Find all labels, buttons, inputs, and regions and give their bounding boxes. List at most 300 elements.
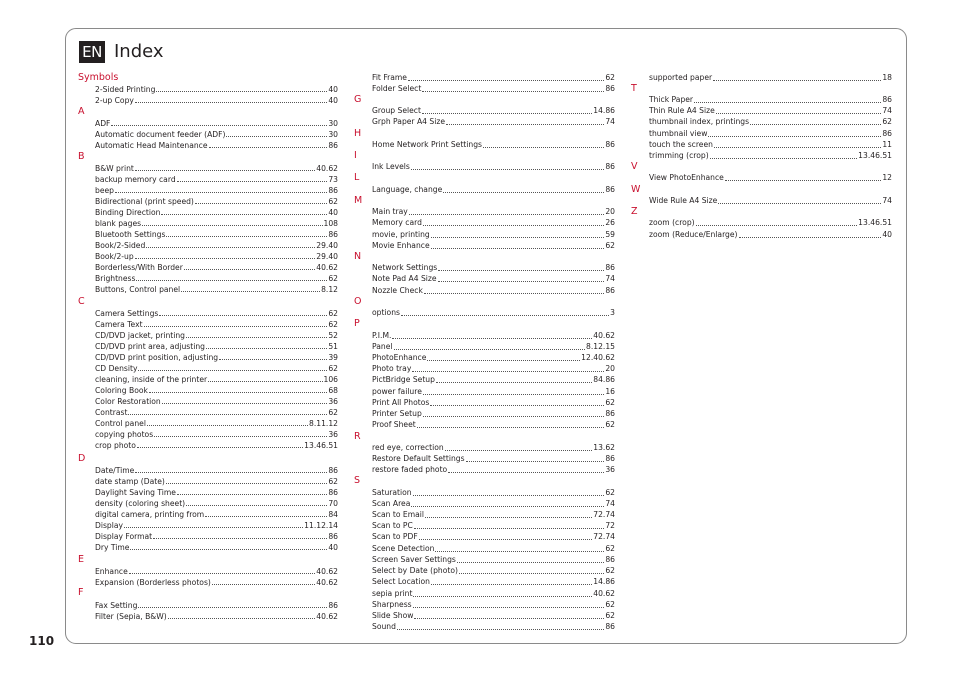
entry-term: Book/2-Sided — [95, 240, 146, 250]
index-entry — [649, 172, 892, 183]
index-entry — [649, 150, 892, 161]
entry-term: Group Select — [372, 106, 421, 115]
dot-leader — [181, 291, 320, 292]
dot-leader — [124, 527, 303, 528]
entry-pages: 40.62 — [593, 331, 615, 340]
dot-leader — [446, 124, 604, 125]
index-entry — [95, 542, 338, 553]
entry-term: Enhance — [95, 566, 128, 576]
index-entry — [95, 487, 338, 498]
index-entry — [649, 94, 892, 105]
entry-term: Bidirectional (print speed) — [95, 196, 194, 206]
entry-term: zoom (crop) — [649, 218, 695, 227]
entry-term: Expansion (Borderless photos) — [95, 577, 211, 587]
index-entry — [95, 207, 338, 218]
entry-term: zoom (Reduce/Enlarge) — [649, 230, 738, 239]
entry-pages: 29.40 — [316, 240, 338, 250]
entry-pages: 62 — [605, 420, 615, 429]
index-entry — [372, 206, 615, 217]
entry-term: CD/DVD jacket, printing — [95, 330, 186, 340]
entry-pages: 36 — [605, 465, 615, 474]
entry-pages: 86 — [605, 162, 615, 171]
dot-leader — [392, 338, 592, 339]
entry-term: Print All Photos — [372, 398, 430, 407]
index-entry — [95, 531, 338, 542]
entry-term: Sound — [372, 622, 396, 631]
entry-term: Brightness — [95, 273, 136, 283]
entry-term: copying photos — [95, 429, 154, 439]
index-entry — [372, 610, 615, 621]
entry-pages: 30 — [328, 118, 338, 128]
entry-term: Screen Saver Settings — [372, 555, 456, 564]
entry-pages: 86 — [882, 129, 892, 138]
entry-term: Fax Setting — [95, 600, 138, 610]
entry-pages: 40 — [328, 542, 338, 552]
dot-leader — [166, 236, 327, 237]
entry-pages: 86 — [328, 600, 338, 610]
section-letter: N — [354, 251, 362, 262]
entry-term: Select Location — [372, 577, 430, 586]
dot-leader — [427, 360, 580, 361]
entry-term: Filter (Sepia, B&W) — [95, 611, 167, 621]
dot-leader — [718, 203, 881, 204]
index-entry — [95, 600, 338, 611]
entry-pages: 74 — [605, 117, 615, 126]
dot-leader — [694, 102, 881, 103]
index-entry — [95, 440, 338, 451]
entry-pages: 62 — [605, 600, 615, 609]
entry-term: digital camera, printing from — [95, 509, 205, 519]
dot-leader — [135, 258, 316, 259]
entry-term: Scene Detection — [372, 544, 435, 553]
entry-term: Scan to Email — [372, 510, 424, 519]
dot-leader — [750, 124, 881, 125]
dot-leader — [206, 348, 327, 349]
dot-leader — [417, 427, 605, 428]
index-entry — [95, 407, 338, 418]
index-entry — [95, 566, 338, 577]
entry-term: thumbnail index, printings — [649, 117, 750, 126]
entry-pages: 3 — [610, 308, 615, 317]
entry-pages: 74 — [882, 106, 892, 115]
dot-leader — [186, 505, 327, 506]
section-letter: D — [78, 453, 86, 464]
index-entry — [372, 419, 615, 430]
dot-leader — [708, 136, 881, 137]
section-letter: F — [78, 587, 84, 598]
section-letter: W — [631, 184, 641, 195]
index-entry — [372, 554, 615, 565]
index-entry — [95, 374, 338, 385]
index-entry — [372, 453, 615, 464]
index-entry — [95, 330, 338, 341]
dot-leader — [156, 91, 327, 92]
entry-pages: 16 — [605, 387, 615, 396]
entry-term: beep — [95, 185, 114, 195]
entry-pages: 72.74 — [593, 532, 615, 541]
entry-term: blank pages — [95, 218, 142, 228]
index-entry — [372, 262, 615, 273]
entry-pages: 62 — [605, 73, 615, 82]
entry-term: CD Density — [95, 363, 138, 373]
index-entry — [372, 161, 615, 172]
entry-pages: 62 — [328, 308, 338, 318]
dot-leader — [408, 80, 604, 81]
entry-pages: 86 — [605, 140, 615, 149]
index-entry — [95, 185, 338, 196]
entry-pages: 62 — [882, 117, 892, 126]
dot-leader — [438, 270, 604, 271]
entry-term: Proof Sheet — [372, 420, 416, 429]
dot-leader — [161, 214, 327, 215]
entry-pages: 59 — [605, 230, 615, 239]
index-entry — [372, 576, 615, 587]
index-entry — [372, 374, 615, 385]
section-letter: H — [354, 128, 362, 139]
index-entry — [372, 509, 615, 520]
index-entry — [372, 139, 615, 150]
dot-leader — [135, 170, 315, 171]
entry-term: Scan to PC — [372, 521, 413, 530]
index-entry — [649, 72, 892, 83]
entry-pages: 70 — [328, 498, 338, 508]
entry-pages: 62 — [328, 407, 338, 417]
entry-pages: 86 — [605, 286, 615, 295]
dot-leader — [435, 551, 604, 552]
entry-term: Sharpness — [372, 600, 412, 609]
entry-term: Photo tray — [372, 364, 412, 373]
entry-term: Grph Paper A4 Size — [372, 117, 446, 126]
entry-pages: 62 — [605, 611, 615, 620]
entry-term: Borderless/With Border — [95, 262, 183, 272]
index-entry — [95, 229, 338, 240]
index-entry — [372, 116, 615, 127]
dot-leader — [714, 147, 881, 148]
entry-term: Movie Enhance — [372, 241, 430, 250]
entry-term: movie, printing — [372, 230, 430, 239]
index-entry — [95, 577, 338, 588]
entry-term: Nozzle Check — [372, 286, 423, 295]
index-entry — [372, 273, 615, 284]
entry-pages: 20 — [605, 364, 615, 373]
entry-term: B&W print — [95, 163, 134, 173]
dot-leader — [401, 315, 609, 316]
section-letter: T — [631, 83, 637, 94]
entry-term: options — [372, 308, 400, 317]
entry-pages: 36 — [328, 396, 338, 406]
index-entry — [372, 240, 615, 251]
section-letter: B — [78, 151, 85, 162]
index-entry — [95, 140, 338, 151]
entry-pages: 8.12 — [321, 284, 338, 294]
index-entry — [95, 509, 338, 520]
dot-leader — [414, 618, 604, 619]
entry-pages: 86 — [882, 95, 892, 104]
section-letter: M — [354, 195, 363, 206]
entry-term: Camera Text — [95, 319, 143, 329]
dot-leader — [149, 392, 327, 393]
dot-leader — [448, 472, 604, 473]
entry-pages: 18 — [882, 73, 892, 82]
index-entry — [95, 218, 338, 229]
entry-term: Memory card — [372, 218, 422, 227]
dot-leader — [166, 483, 327, 484]
dot-leader — [144, 326, 328, 327]
index-entry — [95, 196, 338, 207]
dot-leader — [184, 269, 315, 270]
entry-pages: 84.86 — [593, 375, 615, 384]
dot-leader — [394, 349, 586, 350]
index-entry — [95, 429, 338, 440]
index-entry — [95, 611, 338, 622]
entry-term: Language, change — [372, 185, 443, 194]
section-letter: I — [354, 150, 357, 161]
section-letter: R — [354, 431, 361, 442]
entry-pages: 62 — [605, 544, 615, 553]
dot-leader — [111, 125, 327, 126]
dot-leader — [423, 394, 604, 395]
dot-leader — [162, 403, 328, 404]
entry-pages: 72 — [605, 521, 615, 530]
index-entry — [95, 396, 338, 407]
entry-pages: 72.74 — [593, 510, 615, 519]
index-entry — [95, 273, 338, 284]
dot-leader — [208, 381, 322, 382]
entry-pages: 13.46.51 — [304, 440, 338, 450]
entry-term: Contrast — [95, 407, 128, 417]
dot-leader — [445, 450, 593, 451]
dot-leader — [153, 538, 327, 539]
index-entry — [649, 105, 892, 116]
index-entry — [372, 341, 615, 352]
entry-term: red eye, correction — [372, 443, 444, 452]
dot-leader — [436, 382, 592, 383]
index-entry — [649, 217, 892, 228]
entry-pages: 62 — [328, 273, 338, 283]
section-letter: L — [354, 172, 360, 183]
index-entry — [95, 95, 338, 106]
entry-pages: 62 — [605, 241, 615, 250]
entry-term: Printer Setup — [372, 409, 422, 418]
dot-leader — [205, 516, 327, 517]
index-entry — [372, 285, 615, 296]
dot-leader — [168, 618, 316, 619]
entry-term: Camera Settings — [95, 308, 159, 318]
language-badge: EN — [79, 41, 105, 63]
entry-term: 2-Sided Printing — [95, 84, 156, 94]
dot-leader — [710, 158, 857, 159]
entry-pages: 29.40 — [316, 251, 338, 261]
entry-term: View PhotoEnhance — [649, 173, 724, 182]
entry-pages: 86 — [328, 531, 338, 541]
index-entry — [372, 386, 615, 397]
entry-pages: 40 — [328, 95, 338, 105]
index-entry — [95, 418, 338, 429]
page-number: 110 — [29, 634, 55, 648]
section-letter: P — [354, 318, 360, 329]
dot-leader — [219, 359, 327, 360]
dot-leader — [739, 237, 882, 238]
entry-term: Daylight Saving Time — [95, 487, 176, 497]
dot-leader — [186, 337, 327, 338]
entry-term: date stamp (Date) — [95, 476, 165, 486]
index-entry — [95, 352, 338, 363]
index-entry — [649, 116, 892, 127]
index-entry — [372, 217, 615, 228]
entry-term: backup memory card — [95, 174, 176, 184]
index-entry — [95, 363, 338, 374]
index-entry — [372, 621, 615, 632]
dot-leader — [128, 414, 327, 415]
entry-pages: 62 — [605, 488, 615, 497]
entry-pages: 40 — [328, 84, 338, 94]
entry-term: density (coloring sheet) — [95, 498, 186, 508]
entry-pages: 86 — [328, 465, 338, 475]
dot-leader — [412, 371, 604, 372]
entry-term: Folder Select — [372, 84, 422, 93]
entry-pages: 74 — [605, 274, 615, 283]
dot-leader — [154, 436, 327, 437]
entry-pages: 13.62 — [593, 443, 615, 452]
entry-term: Network Settings — [372, 263, 438, 272]
index-entry — [372, 442, 615, 453]
index-entry — [95, 498, 338, 509]
entry-term: Thin Rule A4 Size — [649, 106, 715, 115]
entry-term: Select by Date (photo) — [372, 566, 458, 575]
index-entry — [372, 330, 615, 341]
entry-term: Ink Levels — [372, 162, 410, 171]
entry-pages: 62 — [328, 319, 338, 329]
entry-pages: 62 — [328, 476, 338, 486]
dot-leader — [177, 494, 327, 495]
entry-pages: 30 — [328, 129, 338, 139]
index-entry — [372, 397, 615, 408]
dot-leader — [146, 247, 315, 248]
dot-leader — [411, 169, 604, 170]
entry-term: 2-up Copy — [95, 95, 134, 105]
entry-term: touch the screen — [649, 140, 713, 149]
dot-leader — [414, 528, 605, 529]
entry-term: thumbnail view — [649, 129, 708, 138]
index-entry — [95, 284, 338, 295]
entry-term: restore faded photo — [372, 465, 448, 474]
index-entry — [372, 599, 615, 610]
dot-leader — [443, 192, 604, 193]
entry-pages: 12.40.62 — [581, 353, 615, 362]
entry-term: PictBridge Setup — [372, 375, 435, 384]
dot-leader — [459, 573, 604, 574]
index-entry — [372, 105, 615, 116]
entry-term: Display Format — [95, 531, 153, 541]
dot-leader — [142, 225, 322, 226]
dot-leader — [422, 91, 604, 92]
dot-leader — [483, 147, 604, 148]
dot-leader — [209, 147, 328, 148]
entry-pages: 40 — [328, 207, 338, 217]
index-entry — [372, 543, 615, 554]
dot-leader — [424, 293, 604, 294]
entry-term: Automatic Head Maintenance — [95, 140, 208, 150]
entry-pages: 52 — [328, 330, 338, 340]
entry-term: Display — [95, 520, 123, 530]
entry-term: Home Network Print Settings — [372, 140, 482, 149]
entry-pages: 86 — [605, 409, 615, 418]
entry-pages: 12 — [882, 173, 892, 182]
entry-pages: 86 — [605, 454, 615, 463]
entry-pages: 40.62 — [593, 589, 615, 598]
dot-leader — [696, 225, 858, 226]
index-entry — [372, 464, 615, 475]
section-letter: Z — [631, 206, 638, 217]
dot-leader — [438, 281, 605, 282]
dot-leader — [430, 405, 604, 406]
entry-term: Dry Time — [95, 542, 130, 552]
entry-term: P.I.M. — [372, 331, 392, 340]
index-entry — [95, 341, 338, 352]
dot-leader — [115, 192, 327, 193]
entry-term: Saturation — [372, 488, 412, 497]
dot-leader — [130, 549, 327, 550]
index-entry — [372, 229, 615, 240]
dot-leader — [397, 629, 604, 630]
entry-term: Book/2-up — [95, 251, 134, 261]
entry-pages: 40.62 — [316, 262, 338, 272]
entry-term: cleaning, inside of the printer — [95, 374, 208, 384]
entry-pages: 74 — [605, 499, 615, 508]
entry-pages: 8.11.12 — [309, 418, 338, 428]
section-letter: V — [631, 161, 638, 172]
dot-leader — [431, 237, 605, 238]
entry-pages: 8.12.15 — [586, 342, 615, 351]
entry-term: Coloring Book — [95, 385, 148, 395]
entry-pages: 40.62 — [316, 566, 338, 576]
entry-pages: 40 — [882, 230, 892, 239]
dot-leader — [195, 203, 327, 204]
entry-pages: 20 — [605, 207, 615, 216]
section-letter: S — [354, 475, 361, 486]
entry-term: Slide Show — [372, 611, 414, 620]
entry-pages: 13.46.51 — [858, 218, 892, 227]
dot-leader — [713, 80, 881, 81]
entry-pages: 62 — [328, 196, 338, 206]
entry-term: Buttons, Control panel — [95, 284, 181, 294]
entry-pages: 106 — [323, 374, 338, 384]
index-entry — [372, 83, 615, 94]
dot-leader — [135, 102, 327, 103]
index-entry — [372, 184, 615, 195]
entry-term: PhotoEnhance — [372, 353, 427, 362]
entry-pages: 86 — [328, 487, 338, 497]
section-letter: C — [78, 296, 85, 307]
dot-leader — [419, 539, 593, 540]
dot-leader — [147, 425, 308, 426]
entry-pages: 84 — [328, 509, 338, 519]
index-entry — [95, 262, 338, 273]
dot-leader — [136, 280, 327, 281]
dot-leader — [431, 248, 605, 249]
dot-leader — [431, 584, 592, 585]
index-entry — [372, 498, 615, 509]
index-entry — [649, 139, 892, 150]
index-entry — [372, 363, 615, 374]
index-entry — [95, 385, 338, 396]
entry-pages: 40.62 — [316, 163, 338, 173]
entry-pages: 86 — [328, 185, 338, 195]
entry-pages: 86 — [605, 555, 615, 564]
entry-term: Control panel — [95, 418, 146, 428]
entry-term: Note Pad A4 Size — [372, 274, 437, 283]
entry-term: Panel — [372, 342, 393, 351]
